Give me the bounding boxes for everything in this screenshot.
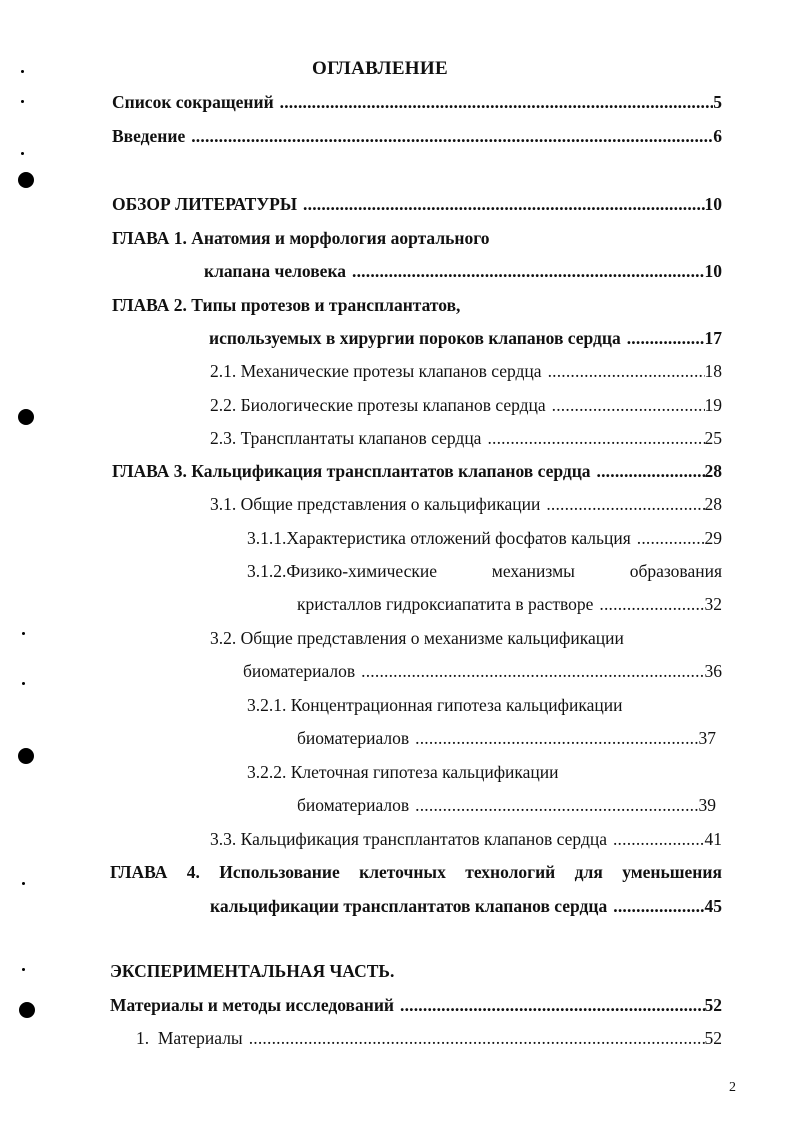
toc-entry-chapter3[interactable] (112, 458, 722, 484)
toc-page-number: 45 (704, 896, 722, 916)
toc-leader-dots (346, 258, 704, 284)
toc-page-number: 18 (704, 361, 722, 381)
toc-entry-text: 3.1.1.Характеристика отложений фосфатов кальция (247, 528, 631, 548)
toc-entry-chapter4-line1[interactable] (110, 859, 722, 885)
toc-page-number: 19 (704, 395, 722, 415)
toc-leader-dots (591, 458, 705, 484)
toc-entry-word: уменьшения (622, 862, 722, 882)
toc-entry-section-3-1-2[interactable] (297, 591, 722, 617)
toc-entry-section-3-2-2[interactable] (297, 792, 716, 818)
toc-entry-chapter2-line1[interactable]: ГЛАВА 2. Типы протезов и трансплантатов, (112, 295, 461, 315)
toc-entry-materials[interactable] (136, 1025, 722, 1051)
toc-entry-text: кальцификации трансплантатов клапанов сердца (210, 896, 608, 916)
toc-entry-text: клапана человека (204, 261, 347, 281)
toc-leader-dots (607, 893, 704, 919)
page-number: 2 (729, 1080, 736, 1095)
toc-page-number: 28 (704, 461, 722, 481)
toc-entry-word: клеточных (359, 862, 446, 882)
toc-leader-dots (540, 491, 704, 517)
toc-entry-section-3-2-1[interactable] (297, 725, 716, 751)
toc-entry-section-3-2-line1[interactable]: 3.2. Общие представления о механизме кальцификации (210, 628, 624, 648)
toc-entry-section-3-1-2-line1[interactable] (247, 558, 722, 584)
punch-hole-mark (18, 172, 34, 188)
punch-hole-mark (18, 748, 34, 764)
toc-leader-dots (297, 191, 704, 217)
toc-entry-text: 2.3. Трансплантаты клапанов сердца (210, 428, 482, 448)
toc-page-number: 10 (704, 261, 722, 281)
speck-mark (22, 682, 25, 685)
toc-page-number: 36 (704, 661, 722, 681)
speck-mark (21, 100, 24, 103)
toc-entry-methods[interactable] (110, 992, 722, 1018)
toc-entry-word: образования (629, 561, 722, 581)
speck-mark (22, 632, 25, 635)
toc-entry-chapter2[interactable] (209, 325, 722, 351)
toc-entry-section-2-1[interactable] (210, 358, 722, 384)
toc-leader-dots (274, 89, 714, 115)
toc-page-number: 32 (704, 594, 722, 614)
toc-entry-word: технологий (465, 862, 556, 882)
toc-page-number: 29 (704, 528, 722, 548)
toc-entry-word: механизмы (491, 561, 575, 581)
toc-entry-experimental[interactable]: ЭКСПЕРИМЕНТАЛЬНАЯ ЧАСТЬ. (110, 961, 395, 981)
toc-entry-text: 3.1. Общие представления о кальцификации (210, 494, 541, 514)
toc-entry-section-3-2-2-line1[interactable]: 3.2.2. Клеточная гипотеза кальцификации (247, 762, 559, 782)
toc-entry-text: 1. Материалы (136, 1028, 243, 1048)
toc-entry-word: для (574, 862, 603, 882)
toc-entry-introduction[interactable] (112, 123, 722, 149)
toc-entry-text: Список сокращений (112, 92, 274, 112)
toc-page-number: 52 (704, 995, 722, 1015)
toc-page-number: 37 (698, 728, 716, 748)
toc-entry-section-3-1-1[interactable] (247, 525, 722, 551)
toc-entry-text: 3.3. Кальцификация трансплантатов клапанов сердца (210, 829, 607, 849)
toc-entry-section-2-3[interactable] (210, 425, 722, 451)
toc-leader-dots (394, 992, 705, 1018)
toc-page-number: 28 (704, 494, 722, 514)
toc-leader-dots (481, 425, 704, 451)
toc-title: ОГЛАВЛЕНИЕ (312, 58, 448, 79)
speck-mark (21, 152, 24, 155)
toc-entry-text: 2.1. Механические протезы клапанов сердца (210, 361, 542, 381)
toc-entry-section-3-2-1-line1[interactable]: 3.2.1. Концентрационная гипотеза кальцификации (247, 695, 623, 715)
toc-entry-text: 2.2. Биологические протезы клапанов сердца (210, 395, 546, 415)
toc-leader-dots (631, 525, 705, 551)
toc-entry-text: ОБЗОР ЛИТЕРАТУРЫ (112, 194, 298, 214)
speck-mark (22, 968, 25, 971)
toc-entry-section-3-3[interactable] (210, 826, 722, 852)
toc-entry-text: кристаллов гидроксиапатита в растворе (297, 594, 594, 614)
toc-entry-text: биоматериалов (297, 728, 410, 748)
toc-page-number: 52 (704, 1028, 722, 1048)
toc-entry-text: Введение (112, 126, 186, 146)
toc-leader-dots (243, 1025, 705, 1051)
toc-entry-word: 4. (186, 862, 200, 882)
toc-leader-dots (542, 358, 705, 384)
toc-entry-text: ГЛАВА 3. Кальцификация трансплантатов клапанов сердца (112, 461, 591, 481)
toc-entry-word: 3.1.2.Физико-химические (247, 561, 437, 581)
toc-entry-review[interactable] (112, 191, 722, 217)
toc-entry-chapter1-line1[interactable]: ГЛАВА 1. Анатомия и морфология аортального (112, 228, 490, 248)
punch-hole-mark (19, 1002, 35, 1018)
toc-leader-dots (355, 658, 704, 684)
toc-leader-dots (593, 591, 704, 617)
toc-leader-dots (185, 123, 713, 149)
toc-entry-section-2-2[interactable] (210, 392, 722, 418)
toc-leader-dots (546, 392, 705, 418)
toc-leader-dots (409, 725, 698, 751)
toc-leader-dots (621, 325, 705, 351)
toc-leader-dots (409, 792, 698, 818)
toc-entry-word: ГЛАВА (110, 862, 168, 882)
toc-page-number: 41 (704, 829, 722, 849)
toc-entry-text: биоматериалов (297, 795, 410, 815)
toc-entry-word: Использование (219, 862, 340, 882)
toc-leader-dots (607, 826, 705, 852)
toc-entry-chapter1[interactable] (204, 258, 722, 284)
toc-entry-section-3-2[interactable] (243, 658, 722, 684)
toc-page-number: 17 (704, 328, 722, 348)
toc-page-number: 5 (713, 92, 722, 112)
toc-page-number: 6 (713, 126, 722, 146)
toc-page-number: 10 (704, 194, 722, 214)
toc-entry-chapter4[interactable] (210, 893, 722, 919)
toc-page-number: 25 (704, 428, 722, 448)
toc-entry-section-3-1[interactable] (210, 491, 722, 517)
speck-mark (22, 882, 25, 885)
toc-entry-text: Материалы и методы исследований (110, 995, 394, 1015)
toc-entry-text: биоматериалов (243, 661, 356, 681)
toc-page-number: 39 (698, 795, 716, 815)
toc-entry-abbreviations[interactable] (112, 89, 722, 115)
punch-hole-mark (18, 409, 34, 425)
toc-entry-text: используемых в хирургии пороков клапанов сердца (209, 328, 621, 348)
